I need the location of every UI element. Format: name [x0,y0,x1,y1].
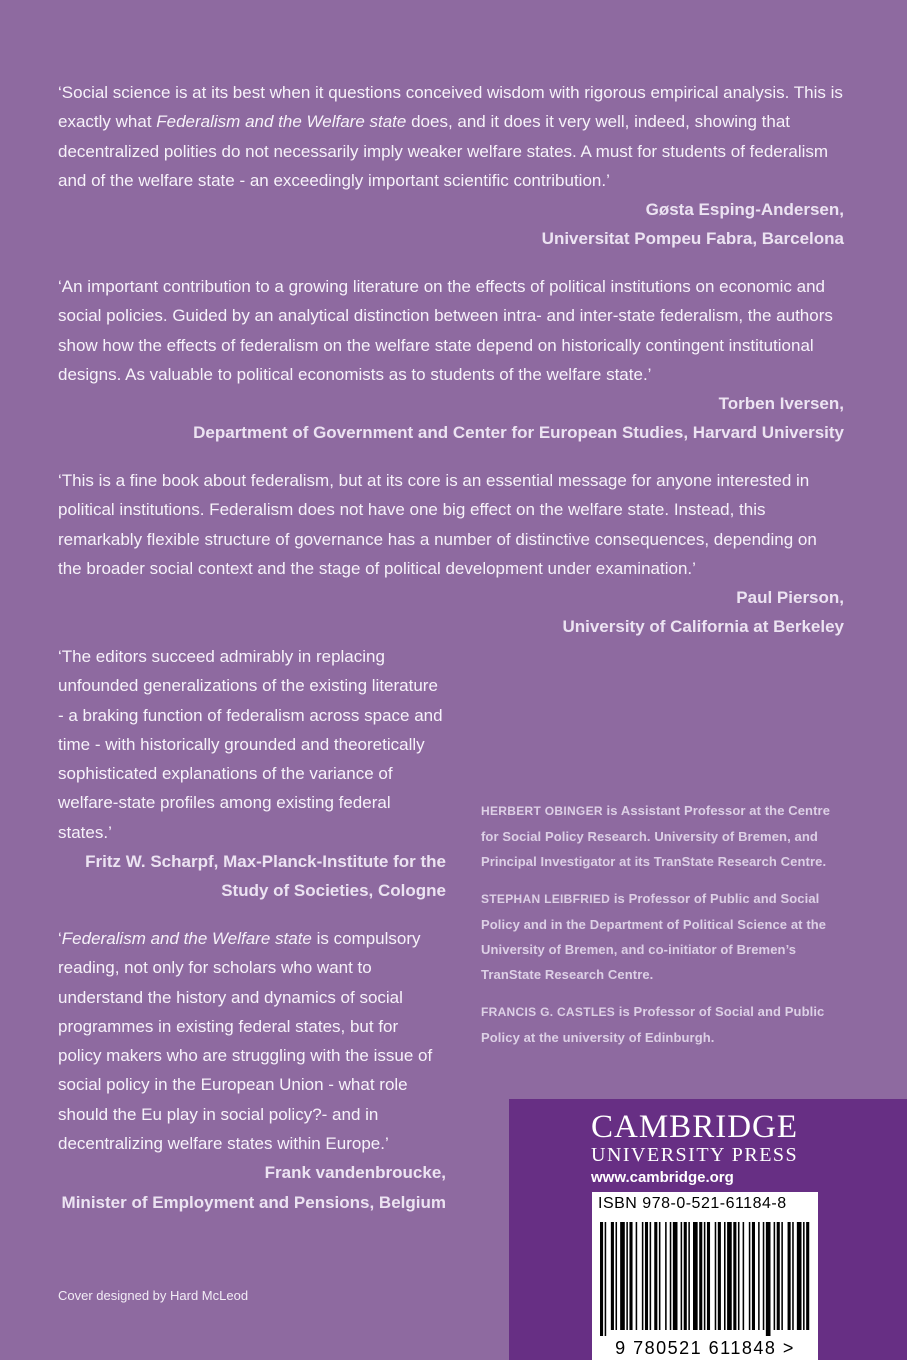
quote-affiliation: Universitat Pompeu Fabra, Barcelona [541,229,844,249]
quote-pierson [58,466,844,642]
quote-text: ‘This is a fine book about federalism, but at its core is an essential message for anyone interested in political institutions. Federalism does not have one big effect on the welfare state. Instead, this remarkably flexible structure of governance has a number of distinctive consequences, depending on the broader social context and the stage of political development under examination.’ [58,471,817,578]
quote-affiliation: Department of Government and Center for European Studies, Harvard University [193,423,844,443]
quote-scharpf [58,642,446,906]
bio-name: HERBERT OBINGER [481,804,603,818]
quote-text: ‘Federalism and the Welfare state is compulsory reading, not only for scholars who want to understand the history and dynamics of social programmes in existing federal states, but for policy makers who are struggling with the issue of social policy in the European Union - what role should the Eu play in social policy?- and in decentralizing welfare states within Europe.’ [58,929,433,1154]
bio-castles: FRANCIS G. CASTLES is Professor of Social and Public Policy at the university of Edinburgh. [481,1004,825,1045]
quote-author: Torben Iversen, [718,394,844,414]
quote-vandenbroucke [58,924,446,1217]
bio-leibfried: STEPHAN LEIBFRIED is Professor of Public and Social Policy and in the Department of Political Science at the University of Bremen, and co-initiator of Bremen’s TranState Research Centre. [481,891,827,982]
publisher-logo [591,1109,823,1186]
publisher-subtitle: UNIVERSITY PRESS [591,1144,799,1166]
barcode [592,1192,818,1360]
quote-author: Frank vandenbroucke, [264,1163,446,1183]
quote-esping-andersen [58,78,844,254]
cover-credit: Cover designed by Hard McLeod [58,1288,249,1303]
barcode-digits: 9 780521 611848 > [615,1338,795,1358]
book-title-italic: Federalism and the Welfare state [61,929,312,948]
quote-text: ‘Social science is at its best when it questions conceived wisdom with rigorous empirical analysis. This is exactly what Federalism and the Welfare state does, and it does it very well, indeed, showing that decentralized polities do not necessarily imply weaker welfare states. A must for students of federalism and of the welfare state - an exceedingly important scientific contribution.’ [58,83,843,190]
quote-author: Paul Pierson, [736,588,844,608]
book-title-italic: Federalism and the Welfare state [156,112,407,132]
quote-affiliation: Study of Societies, Cologne [221,881,446,901]
publisher-name: CAMBRIDGE [591,1109,799,1145]
publisher-url[interactable]: www.cambridge.org [591,1169,734,1186]
isbn-label: ISBN 978-0-521-61184-8 [598,1195,787,1212]
bio-obinger: HERBERT OBINGER is Assistant Professor at the Centre for Social Policy Research. University of Bremen, and Principal Investigator at its TranState Research Centre. [481,803,831,869]
quote-text: ‘The editors succeed admirably in replacing unfounded generalizations of the existing literature - a braking function of federalism across space and time - with historically grounded and theoretically sophisticated explanations of the variance of welfare-state profiles among existing federal states.’ [58,647,443,842]
bio-name: FRANCIS G. CASTLES [481,1005,616,1019]
quote-iversen [58,272,844,448]
quote-affiliation: University of California at Berkeley [562,617,844,637]
quote-author: Gøsta Esping-Andersen, [645,200,844,220]
author-bios [481,798,831,1062]
bio-name: STEPHAN LEIBFRIED [481,892,611,906]
quote-affiliation: Minister of Employment and Pensions, Belgium [61,1192,446,1212]
publisher-panel [509,1099,907,1360]
barcode-bars [598,1222,812,1336]
quote-text: ‘An important contribution to a growing literature on the effects of political institutions on economic and social policies. Guided by an analytical distinction between intra- and inter-state federalism, the authors show how the effects of federalism on the welfare state depend on historically contingent institutional designs. As valuable to political economists as to students of the welfare state.’ [58,277,833,384]
quote-author: Fritz W. Scharpf, Max-Planck-Institute for the [85,852,446,872]
